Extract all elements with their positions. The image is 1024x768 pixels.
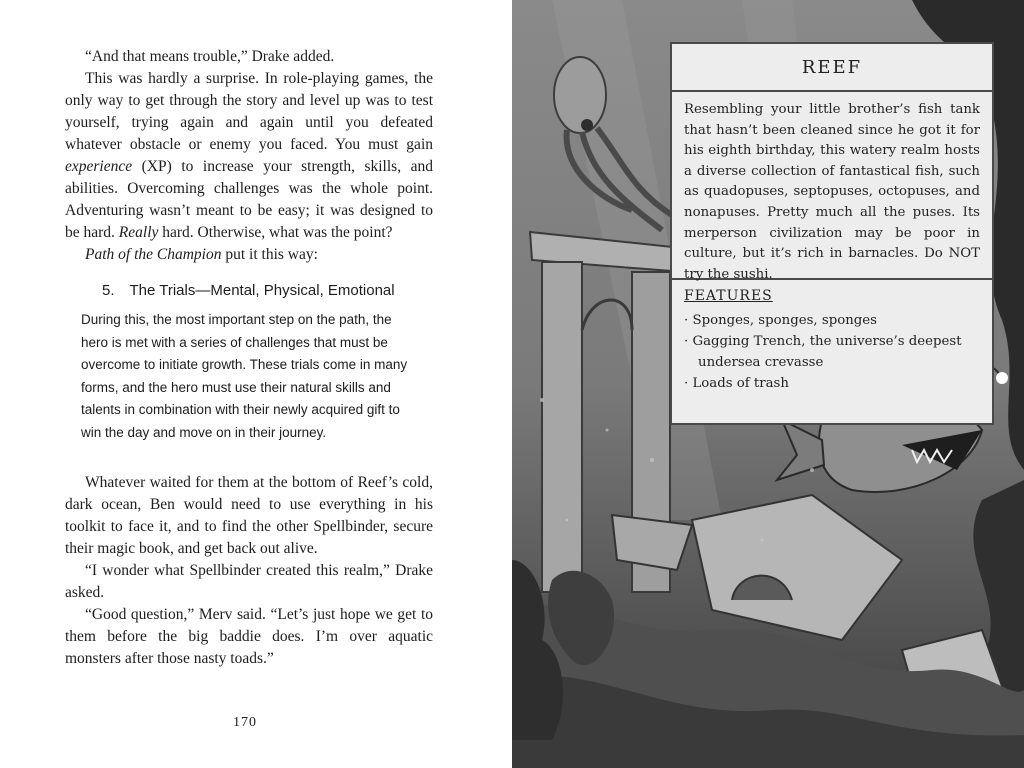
text-run: Whatever waited for them at the bottom of Reef’s cold, dark ocean, Ben would need to use everything in his toolkit to face it, and to find the other Spellbinder, secure their magic book, and get back out alive. [65,474,433,557]
right-page [512,0,1024,768]
feature-item [684,310,980,331]
italic-text: Path of the Champion [85,246,222,263]
feature-item [684,331,980,373]
page-number: 170 [233,715,257,730]
paragraph [65,560,433,604]
feature-text-continued: undersea crevasse [698,355,824,370]
feature-text: · Sponges, sponges, sponges [684,313,877,328]
paragraphs-top [65,46,433,266]
trial-quote: During this, the most important step on the path, the hero is met with a series of challenges that must be overcome to initiate growth. These trials come in many forms, and the hero must use their natural skills and talents in combination with their newly acquired gift to win the day and move on in their journey. [81,312,408,440]
paragraph [65,68,433,244]
italic-text: experience [65,158,133,175]
realm-description: Resembling your little brother’s fish tank that hasn’t been cleaned since he got it for his eighth birthday, this watery realm hosts a diverse collection of fantastical fish, such as quadopuses, septopuses, octopuses, and nonapuses. Pretty much all the puses. Its merperson civilization may be poor in culture, but it’s rich in barnacles. Do NOT try the sushi. [672,92,992,280]
text-run: (XP) to increase your strength, skills, and abilities. Overcoming challenges was the whole point. Adventuring wasn’t meant to be easy; it was designed to be hard. [65,158,433,241]
paragraph [65,604,433,670]
italic-text: Really [118,224,159,241]
features-heading: FEATURES [684,288,773,304]
trial-heading: 5. The Trials—Mental, Physical, Emotional [102,282,395,299]
text-run: “I wonder what Spellbinder created this realm,” Drake asked. [65,562,433,601]
paragraph [65,472,433,560]
paragraphs-bottom [65,472,433,670]
paragraph [65,244,433,266]
text-run: put it this way: [221,246,318,263]
text-run: This was hardly a surprise. In role-playing games, the only way to get through the story and level up was to test yourself, trying again and again until you defeated whatever obstacle or enemy you faced. You must gain [65,70,433,153]
realm-title: REEF [672,44,992,92]
text-run: hard. Otherwise, what was the point? [158,224,393,241]
feature-item [684,373,980,394]
paragraph [65,46,433,68]
realm-info-box [670,42,994,425]
text-run: “And that means trouble,” Drake added. [85,48,335,65]
text-run: “Good question,” Merv said. “Let’s just hope we get to them before the big baddie does. I’m over aquatic monsters after those nasty toads.” [65,606,433,667]
feature-text: · Loads of trash [684,376,789,391]
features-section [672,280,992,394]
feature-text: · Gagging Trench, the universe’s deepest [684,334,962,349]
page-text [65,46,433,670]
